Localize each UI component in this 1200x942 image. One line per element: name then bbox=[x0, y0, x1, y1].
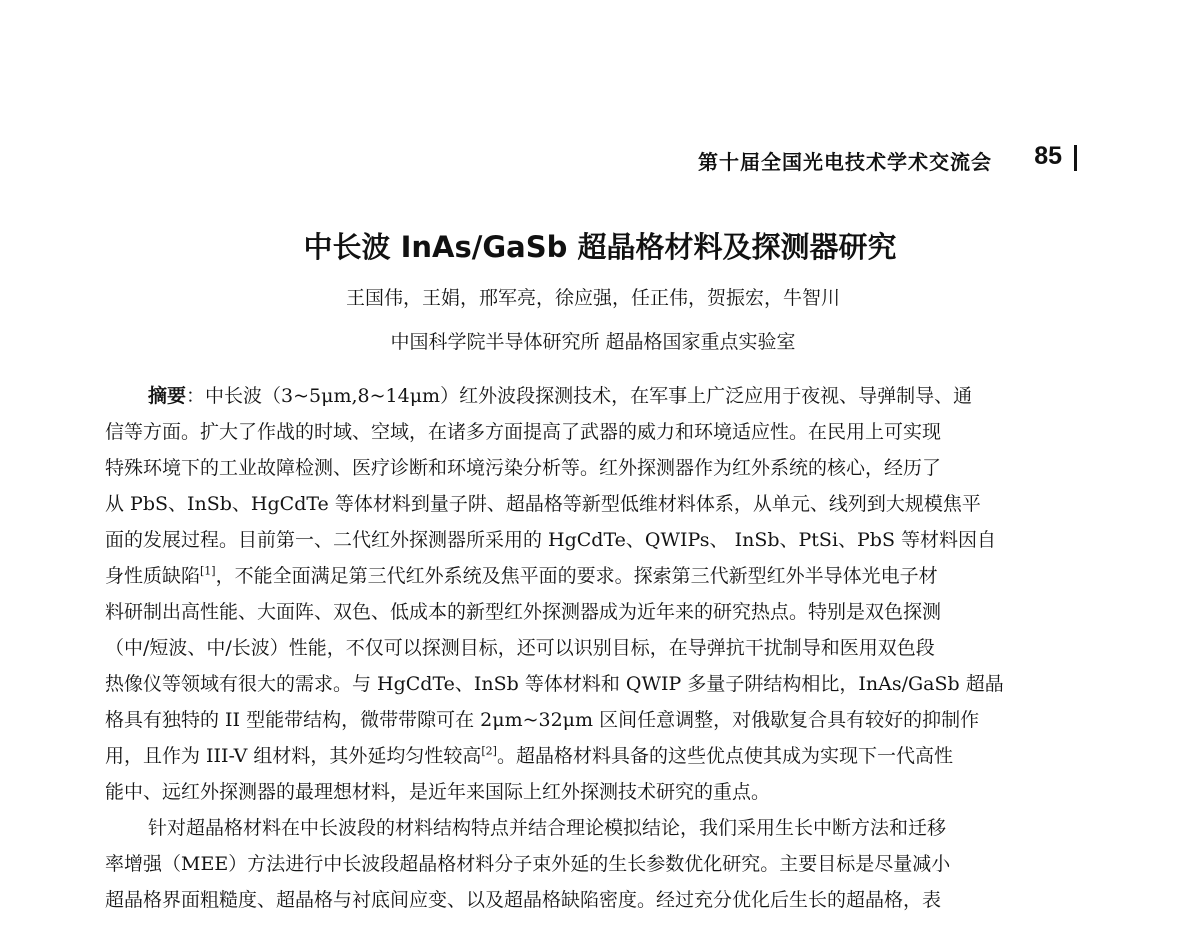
paragraph-line: 率增强（MEE）方法进行中长波段超晶格材料分子束外延的生长参数优化研究。主要目标是尽量减小 bbox=[105, 853, 951, 875]
paper-title: 中长波 InAs/GaSb 超晶格材料及探测器研究 bbox=[303, 230, 897, 264]
abstract-line: 料研制出高性能、大面阵、双色、低成本的新型红外探测器成为近年来的研究热点。特别是双色探测 bbox=[105, 601, 942, 623]
affiliation: 中国科学院半导体研究所 超晶格国家重点实验室 bbox=[390, 331, 796, 353]
citation-ref-1[interactable]: [1] bbox=[200, 564, 216, 578]
abstract-line: 格具有独特的 II 型能带结构，微带带隙可在 2μm~32μm 区间任意调整，对俄歇复合具有较好的抑制作 bbox=[105, 709, 980, 731]
abstract-text: 。超晶格材料具备的这些优点使其成为实现下一代高性 bbox=[496, 745, 953, 767]
abstract-line: 从 PbS、InSb、HgCdTe 等体材料到量子阱、超晶格等新型低维材料体系，从单元、线列到大规模焦平 bbox=[105, 493, 981, 515]
abstract-line: 热像仪等领域有很大的需求。与 HgCdTe、InSb 等体材料和 QWIP 多量子阱结构相比，InAs/GaSb 超晶 bbox=[105, 673, 1004, 695]
abstract-line: 信等方面。扩大了作战的时域、空域，在诸多方面提高了武器的威力和环境适应性。在民用上可实现 bbox=[105, 421, 942, 443]
paragraph-line: 超晶格界面粗糙度、超晶格与衬底间应变、以及超晶格缺陷密度。经过充分优化后生长的超晶格，表 bbox=[105, 889, 942, 911]
abstract-line: 面的发展过程。目前第一、二代红外探测器所采用的 HgCdTe、QWIPs、 InSb、PtSi、PbS 等材料因自 bbox=[105, 529, 997, 551]
abstract-line: 能中、远红外探测器的最理想材料，是近年来国际上红外探测技术研究的重点。 bbox=[105, 781, 771, 803]
citation-ref-2[interactable]: [2] bbox=[481, 744, 497, 758]
abstract-text: ：中长波（3~5μm,8~14μm）红外波段探测技术，在军事上广泛应用于夜视、导弹制导、通 bbox=[186, 385, 973, 407]
abstract-text: ，不能全面满足第三代红外系统及焦平面的要求。探索第三代新型红外半导体光电子材 bbox=[215, 565, 938, 587]
abstract-line bbox=[105, 378, 1080, 414]
abstract-line: 特殊环境下的工业故障检测、医疗诊断和环境污染分析等。红外探测器作为红外系统的核心，经历了 bbox=[105, 457, 942, 479]
abstract-text: 身性质缺陷 bbox=[105, 565, 201, 587]
abstract-text: 用，且作为 III-V 组材料，其外延均匀性较高 bbox=[105, 745, 482, 767]
abstract-body bbox=[105, 378, 1080, 918]
page-number: 85 bbox=[1034, 142, 1062, 170]
paragraph-line: 针对超晶格材料在中长波段的材料结构特点并结合理论模拟结论，我们采用生长中断方法和迁移 bbox=[148, 817, 947, 839]
abstract-line bbox=[105, 558, 1080, 594]
abstract-label: 摘要 bbox=[148, 385, 187, 407]
conference-name: 第十届全国光电技术学术交流会 bbox=[698, 150, 992, 174]
abstract-line bbox=[105, 738, 1080, 774]
header-divider bbox=[1074, 145, 1077, 171]
author-list: 王国伟，王娟，邢军亮，徐应强，任正伟，贺振宏，牛智川 bbox=[345, 287, 840, 309]
abstract-line: （中/短波、中/长波）性能，不仅可以探测目标，还可以识别目标，在导弹抗干扰制导和医用双色段 bbox=[105, 637, 935, 659]
running-header bbox=[600, 142, 1080, 172]
